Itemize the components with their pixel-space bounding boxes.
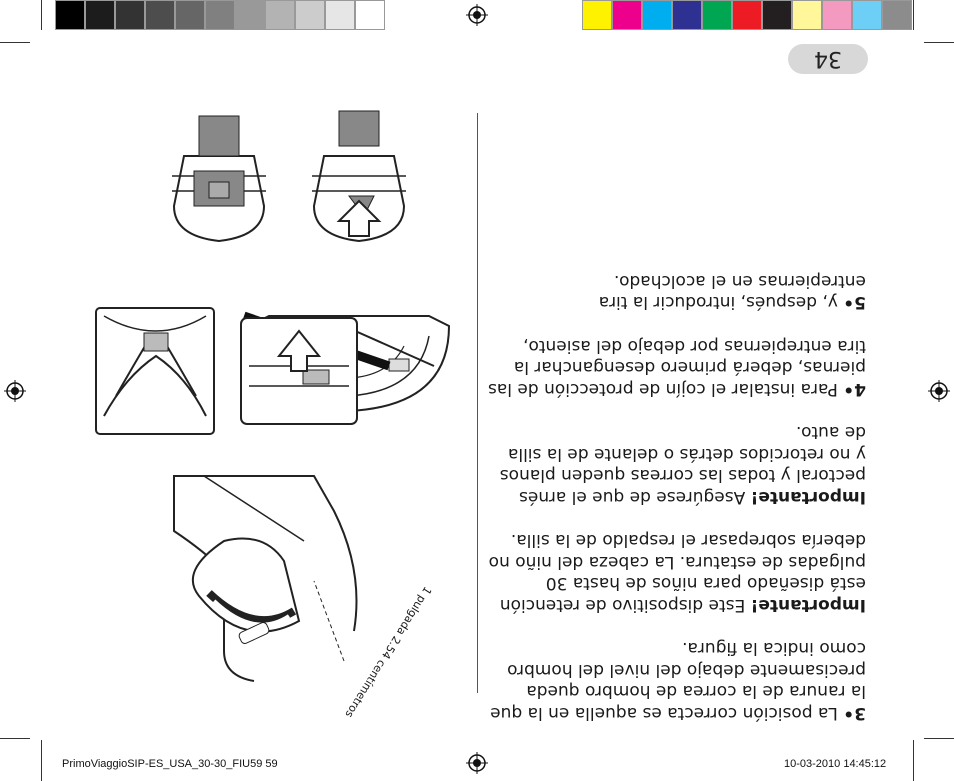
step-text: y, después, introducir la tira entrepiernas en el acolchado. bbox=[598, 271, 866, 313]
instructions-column bbox=[486, 248, 866, 724]
bullet-dot: • bbox=[843, 703, 855, 723]
note-text: Este dispositivo de retención está diseñado para niños de hasta 30 pulgadas de estatura. La cabeza del niño no debería sobrepasar el respaldo de la silla. bbox=[488, 530, 866, 615]
crotch-strap-detail-illustration bbox=[239, 316, 359, 426]
harness-top-view-illustration bbox=[94, 306, 216, 436]
strap-pad-installed-illustration bbox=[164, 106, 274, 246]
step-4 bbox=[486, 335, 866, 400]
measurement-label: 1 pulgada 2.54 centímetros bbox=[342, 584, 434, 721]
step-number: 4 bbox=[854, 379, 866, 399]
important-label: Importante! bbox=[750, 595, 866, 615]
step-5 bbox=[486, 270, 866, 313]
page-number: 34 bbox=[814, 46, 842, 72]
important-label: Importante! bbox=[750, 487, 866, 507]
bullet-dot: • bbox=[843, 379, 855, 399]
step-3 bbox=[486, 637, 866, 723]
shoulder-height-illustration bbox=[144, 451, 434, 721]
important-note-2 bbox=[486, 421, 866, 507]
footer-right: 10-03-2010 14:45:12 bbox=[784, 758, 887, 770]
step-text: Para instalar el cojín de protección de las piernas, deberá primero desenganchar la tira entrepiernas por debajo del asiento, bbox=[487, 336, 866, 399]
important-note-1 bbox=[486, 529, 866, 615]
column-divider bbox=[477, 113, 478, 693]
note-text: Asegúrese de que el arnés pectoral y todas las correas queden planos y no retorcidos detrás o delante de la silla de auto. bbox=[499, 422, 866, 507]
step-number: 5 bbox=[854, 292, 866, 313]
bullet-dot: • bbox=[843, 292, 855, 313]
step-text: La posición correcta es aquella en la que la ranura de la correa de hombro queda precisamente debajo del nivel del hombro como indica la figura. bbox=[490, 638, 866, 723]
step-number: 3 bbox=[854, 703, 866, 723]
page-number-badge bbox=[788, 44, 868, 74]
strap-pad-with-arrow-illustration bbox=[304, 106, 414, 246]
footer-left: PrimoViaggioSIP-ES_USA_30-30_FIU59 59 bbox=[62, 758, 278, 770]
